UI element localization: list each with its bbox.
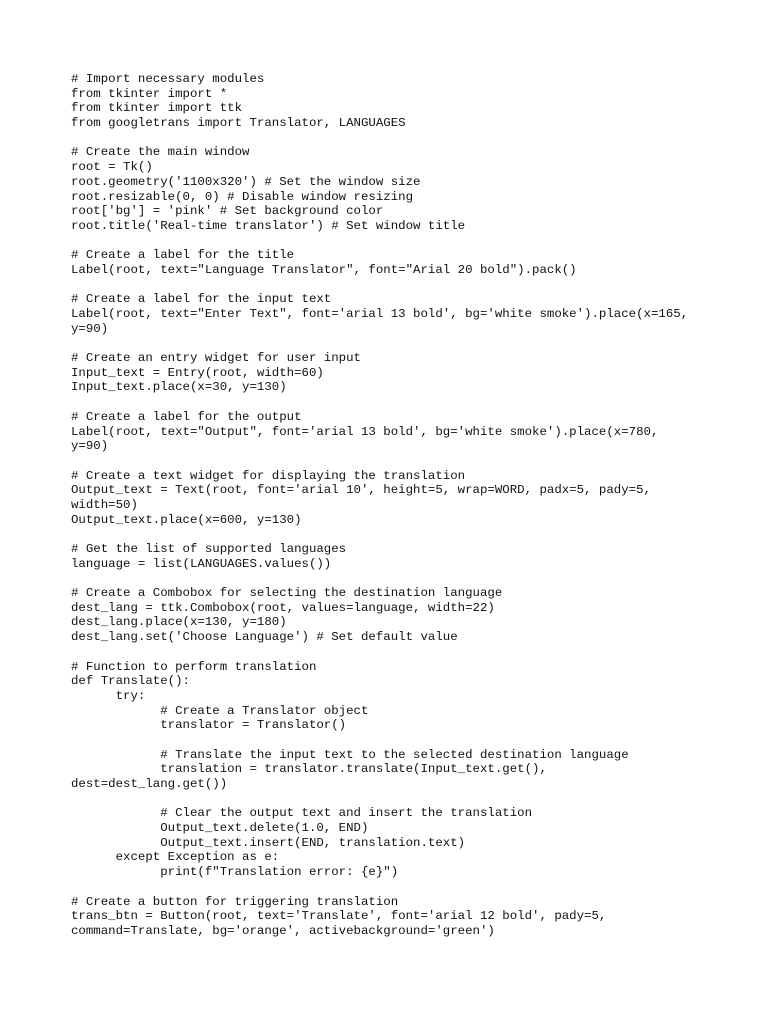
blank-line xyxy=(71,131,751,146)
code-line: command=Translate, bg='orange', activebackground='green') xyxy=(71,923,495,938)
code-line: Input_text.place(x=30, y=130) xyxy=(71,380,287,395)
code-line: dest_lang.set('Choose Language') # Set default value xyxy=(71,630,458,645)
blank-line xyxy=(71,395,751,410)
code-line: try: xyxy=(71,688,146,703)
code-line: # Get the list of supported languages xyxy=(71,542,347,556)
code-line: root['bg'] = 'pink' # Set background color xyxy=(71,204,384,219)
code-document xyxy=(71,72,751,939)
code-line: # Clear the output text and insert the translation xyxy=(71,806,533,821)
code-line: Output_text.place(x=600, y=130) xyxy=(71,512,302,527)
blank-line xyxy=(71,336,751,351)
code-line: except Exception as e: xyxy=(71,850,280,865)
code-line: # Create a text widget for displaying the translation xyxy=(71,468,466,483)
blank-line xyxy=(71,527,751,542)
code-line: # Function to perform translation xyxy=(71,659,317,674)
code-line: # Create a label for the input text xyxy=(71,292,332,307)
code-line: from tkinter import * xyxy=(71,86,228,101)
code-line: Output_text = Text(root, font='arial 10', height=5, wrap=WORD, padx=5, pady=5, xyxy=(71,483,651,498)
code-line: # Import necessary modules xyxy=(71,72,265,86)
code-line: trans_btn = Button(root, text='Translate', font='arial 12 bold', pady=5, xyxy=(71,909,607,924)
code-line: Label(root, text="Output", font='arial 13 bold', bg='white smoke').place(x=780, xyxy=(71,424,659,439)
blank-line xyxy=(71,278,751,293)
code-line: Output_text.delete(1.0, END) xyxy=(71,821,369,836)
code-line: # Create the main window xyxy=(71,145,250,160)
code-line: from tkinter import ttk xyxy=(71,101,243,116)
code-line: Input_text = Entry(root, width=60) xyxy=(71,365,324,380)
code-line: # Create an entry widget for user input xyxy=(71,351,361,366)
code-line: from googletrans import Translator, LANGUAGES xyxy=(71,116,406,131)
blank-line xyxy=(71,571,751,586)
code-line: # Create a label for the title xyxy=(71,248,295,263)
code-line: # Create a button for triggering translation xyxy=(71,894,399,909)
code-line: print(f"Translation error: {e}") xyxy=(71,865,399,880)
code-line: dest_lang = ttk.Combobox(root, values=language, width=22) xyxy=(71,600,495,615)
code-line: translator = Translator() xyxy=(71,718,347,733)
blank-line xyxy=(71,733,751,748)
code-line: Label(root, text="Language Translator", font="Arial 20 bold").pack() xyxy=(71,262,577,277)
blank-line xyxy=(71,234,751,249)
code-line: language = list(LANGUAGES.values()) xyxy=(71,556,332,571)
code-line: translation = translator.translate(Input_text.get(), xyxy=(71,762,547,777)
code-line: dest_lang.place(x=130, y=180) xyxy=(71,615,287,630)
code-line: y=90) xyxy=(71,321,109,336)
code-line: def Translate(): xyxy=(71,674,190,689)
code-block xyxy=(71,72,751,939)
code-line: root.geometry('1100x320') # Set the window size xyxy=(71,174,421,189)
code-line: Output_text.insert(END, translation.text) xyxy=(71,835,466,850)
blank-line xyxy=(71,792,751,807)
code-line: dest=dest_lang.get()) xyxy=(71,777,228,791)
code-line: Label(root, text="Enter Text", font='arial 13 bold', bg='white smoke').place(x=165, xyxy=(71,307,689,321)
code-line: # Translate the input text to the selected destination language xyxy=(71,747,629,762)
code-line: y=90) xyxy=(71,439,109,454)
blank-line xyxy=(71,454,751,469)
code-line: # Create a Combobox for selecting the destination language xyxy=(71,586,503,601)
blank-line xyxy=(71,880,751,895)
code-line: root = Tk() xyxy=(71,160,153,175)
code-line: root.resizable(0, 0) # Disable window resizing xyxy=(71,189,414,204)
code-line: root.title('Real-time translator') # Set window title xyxy=(71,218,466,233)
code-line: width=50) xyxy=(71,497,138,512)
blank-line xyxy=(71,645,751,660)
code-line: # Create a Translator object xyxy=(71,703,369,718)
code-line: # Create a label for the output xyxy=(71,409,302,424)
